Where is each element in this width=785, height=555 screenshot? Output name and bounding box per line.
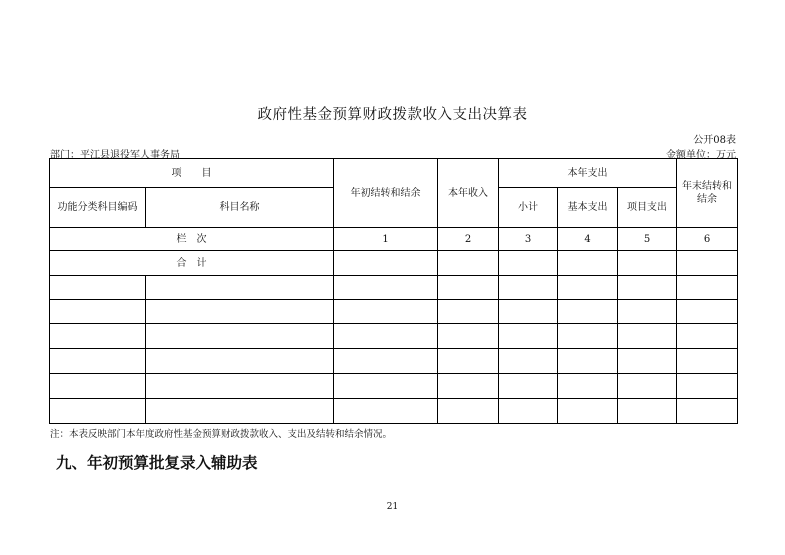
column-number: 4 [584,233,591,245]
code-header-cell [50,188,146,228]
table-cell [438,399,499,424]
item-header: 项 目 [171,167,212,179]
table-cell [50,399,146,424]
table-cell [618,374,677,399]
table-cell [334,300,438,324]
table-row [50,399,738,424]
name-header: 科目名称 [219,202,260,213]
table-cell [50,324,146,349]
table-cell [438,300,499,324]
column-number-cell [677,228,738,251]
table-cell [499,349,558,374]
project-expense-header: 项目支出 [627,202,668,213]
closing-balance-header-cell [677,159,738,228]
table-cell [558,374,618,399]
page-number: 21 [386,502,399,512]
total-label-cell [50,251,334,276]
column-number-cell [334,228,438,251]
table-cell [146,300,334,324]
column-number-cell [499,228,558,251]
column-number: 6 [703,233,711,245]
basic-expense-header: 基本支出 [567,202,608,213]
table-row [50,300,738,324]
income-header: 本年收入 [448,187,488,199]
section-heading: 九、年初预算批复录入辅助表 [56,454,258,472]
column-label-cell [50,228,334,251]
table-row [50,374,738,399]
table-cell [618,349,677,374]
table-cell [50,349,146,374]
table-cell [677,374,738,399]
unit-label: 金额单位：万元 [666,150,736,161]
subtotal-header: 小计 [518,202,538,213]
page-title: 政府性基金预算财政拨款收入支出决算表 [257,107,528,123]
table-cell [677,276,738,300]
column-number: 5 [643,233,651,245]
table-cell [146,276,334,300]
table-cell [677,251,738,276]
table-cell [558,399,618,424]
item-header-cell [50,159,334,188]
closing-balance-header-line2: 结余 [697,194,718,205]
table-cell [558,324,618,349]
name-header-cell [146,188,334,228]
table-cell [438,324,499,349]
table-note: 注：本表反映部门本年度政府性基金预算财政拨款收入、支出及结转和结余情况。 [50,429,393,440]
opening-balance-header-cell [334,159,438,228]
table-cell [50,276,146,300]
code-header: 功能分类科目编码 [57,202,138,213]
table-cell [618,276,677,300]
closing-balance-header-line1: 年末结转和 [682,181,733,192]
income-header-cell [438,159,499,228]
table-row [50,324,738,349]
project-expense-header-cell [618,188,677,228]
table-cell [618,324,677,349]
table-cell [499,251,558,276]
expense-header: 本年支出 [567,167,608,179]
table-cell [146,324,334,349]
table-cell [438,374,499,399]
table-cell [334,324,438,349]
subtotal-header-cell [499,188,558,228]
total-row [50,251,738,276]
table-cell [334,399,438,424]
column-number-cell [618,228,677,251]
table-cell [558,349,618,374]
table-cell [438,276,499,300]
table-cell [499,399,558,424]
total-label: 合 计 [176,257,207,269]
table-cell [146,374,334,399]
budget-table [49,158,738,424]
table-cell [50,374,146,399]
table-cell [334,349,438,374]
table-cell [618,251,677,276]
table-cell [618,300,677,324]
column-number-cell [558,228,618,251]
table-cell [677,324,738,349]
form-code: 公开08表 [693,135,736,146]
table-cell [146,399,334,424]
table-cell [334,374,438,399]
basic-expense-header-cell [558,188,618,228]
column-label: 栏 次 [176,233,207,245]
column-number: 2 [464,233,472,245]
table-cell [499,374,558,399]
department-label: 部门：平江县退役军人事务局 [50,150,180,161]
table-cell [146,349,334,374]
table-cell [438,251,499,276]
table-cell [50,300,146,324]
opening-balance-header: 年初结转和结余 [350,187,421,199]
table-cell [334,251,438,276]
table-cell [677,399,738,424]
table-cell [558,251,618,276]
table-cell [618,399,677,424]
table-row [50,276,738,300]
column-number: 3 [524,233,532,245]
table-cell [558,300,618,324]
table-cell [499,300,558,324]
column-number-cell [438,228,499,251]
table-cell [677,349,738,374]
table-cell [499,276,558,300]
table-cell [334,276,438,300]
column-number: 1 [382,233,389,245]
table-cell [438,349,499,374]
table-cell [558,276,618,300]
table-cell [499,324,558,349]
table-row [50,349,738,374]
table-cell [677,300,738,324]
expense-header-cell [499,159,677,188]
